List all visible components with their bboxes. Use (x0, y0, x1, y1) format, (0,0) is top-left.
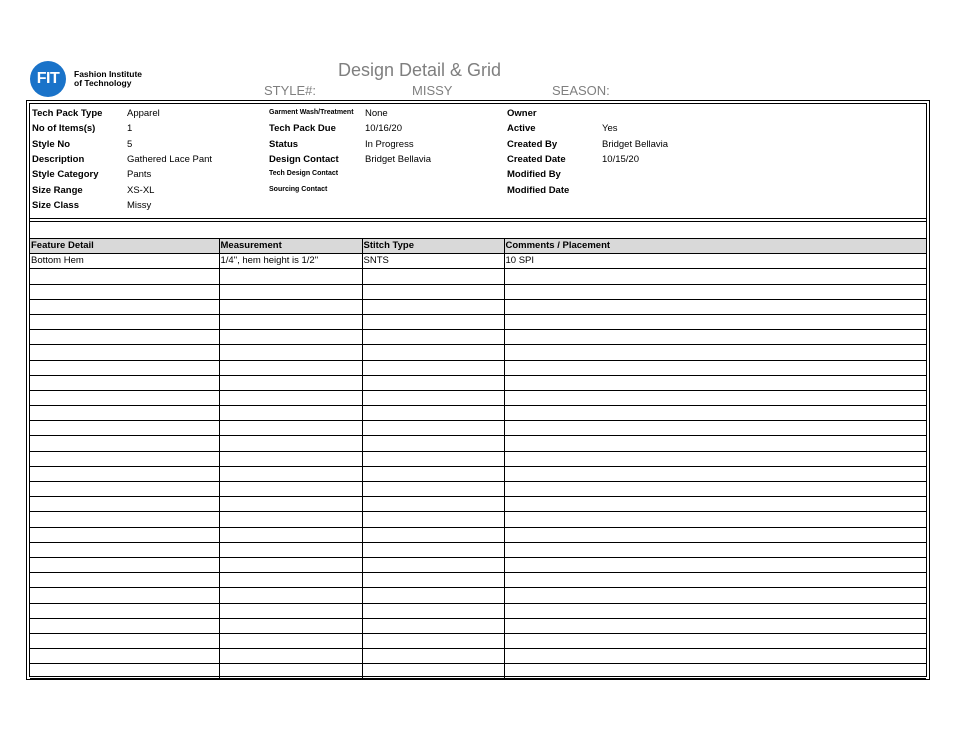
field-label: Created Date (507, 153, 566, 165)
table-cell[interactable] (219, 390, 362, 405)
table-cell[interactable] (30, 588, 219, 603)
table-cell[interactable] (504, 345, 926, 360)
field-value: 1 (127, 123, 133, 135)
table-cell[interactable] (30, 451, 219, 466)
table-cell[interactable] (504, 573, 926, 588)
table-row (30, 573, 926, 588)
table-cell[interactable] (362, 573, 504, 588)
table-cell[interactable] (504, 299, 926, 314)
logo-line-1: Fashion Institute (74, 69, 142, 79)
table-cell[interactable] (219, 314, 362, 329)
table-row (30, 497, 926, 512)
table-row (30, 649, 926, 664)
field-label: Owner (507, 108, 537, 119)
table-cell[interactable] (30, 436, 219, 451)
table-cell[interactable] (30, 360, 219, 375)
table-row (30, 345, 926, 360)
field-label: No of Items(s) (32, 123, 96, 135)
table-cell[interactable] (219, 573, 362, 588)
table-cell[interactable] (219, 421, 362, 436)
table-row (30, 314, 926, 329)
table-cell[interactable] (362, 466, 504, 481)
table-cell[interactable] (30, 573, 219, 588)
field-value: In Progress (365, 138, 414, 150)
field-value: Apparel (127, 108, 160, 119)
table-cell[interactable] (504, 633, 926, 648)
table-cell[interactable] (362, 269, 504, 284)
table-cell[interactable] (30, 557, 219, 572)
field-label: Modified Date (507, 184, 570, 196)
table-row (30, 482, 926, 497)
field-value: Missy (127, 199, 152, 211)
table-cell[interactable]: SNTS (362, 254, 504, 269)
field-label: Tech Pack Due (269, 123, 336, 135)
table-cell[interactable] (504, 588, 926, 603)
table-row (30, 542, 926, 557)
table-cell[interactable] (504, 421, 926, 436)
table-cell[interactable] (219, 436, 362, 451)
field-label: Status (269, 138, 299, 150)
table-cell[interactable] (504, 451, 926, 466)
table-cell[interactable] (219, 588, 362, 603)
table-cell[interactable] (362, 633, 504, 648)
table-row (30, 664, 926, 679)
detail-grid (30, 238, 926, 679)
table-cell[interactable] (504, 649, 926, 664)
table-cell[interactable] (219, 284, 362, 299)
field-value: 5 (127, 138, 133, 150)
table-cell[interactable] (504, 618, 926, 633)
table-cell[interactable] (362, 345, 504, 360)
table-cell[interactable] (362, 451, 504, 466)
table-cell[interactable] (504, 436, 926, 451)
field-label: Modified By (507, 169, 561, 181)
table-cell[interactable] (362, 512, 504, 527)
table-cell[interactable] (30, 542, 219, 557)
table-row (30, 406, 926, 421)
table-row (30, 603, 926, 618)
table-cell[interactable] (504, 269, 926, 284)
table-cell[interactable] (362, 436, 504, 451)
table-cell[interactable] (504, 390, 926, 405)
table-cell[interactable] (30, 299, 219, 314)
table-cell[interactable] (504, 557, 926, 572)
table-cell[interactable] (219, 269, 362, 284)
table-row (30, 633, 926, 648)
table-cell[interactable] (362, 314, 504, 329)
table-row (30, 269, 926, 284)
table-cell[interactable] (30, 497, 219, 512)
table-cell[interactable] (504, 406, 926, 421)
table-cell[interactable] (362, 527, 504, 542)
table-cell[interactable]: Bottom Hem (30, 254, 219, 269)
column-header: Comments / Placement (504, 239, 926, 254)
table-cell[interactable] (219, 664, 362, 679)
table-row (30, 512, 926, 527)
table-cell[interactable] (219, 603, 362, 618)
table-cell[interactable] (219, 299, 362, 314)
table-cell[interactable] (362, 299, 504, 314)
table-cell[interactable] (504, 466, 926, 481)
field-value: Yes (602, 123, 618, 135)
table-cell[interactable] (30, 512, 219, 527)
table-cell[interactable] (219, 375, 362, 390)
field-value: XS-XL (127, 184, 155, 196)
field-label: Size Range (32, 184, 83, 196)
field-label: Style No (32, 138, 71, 150)
table-cell[interactable] (362, 482, 504, 497)
field-label: Created By (507, 138, 558, 150)
table-cell[interactable] (219, 542, 362, 557)
section-divider (30, 221, 926, 222)
table-cell[interactable] (504, 330, 926, 345)
field-label: Size Class (32, 199, 79, 211)
table-cell[interactable] (504, 314, 926, 329)
table-cell[interactable] (504, 603, 926, 618)
table-cell[interactable] (504, 542, 926, 557)
table-cell[interactable] (30, 649, 219, 664)
table-cell[interactable] (219, 618, 362, 633)
table-cell[interactable] (30, 664, 219, 679)
table-cell[interactable] (30, 345, 219, 360)
field-value: Bridget Bellavia (602, 138, 669, 150)
table-row (30, 390, 926, 405)
table-cell[interactable] (30, 633, 219, 648)
field-value: Pants (127, 169, 152, 181)
table-row (30, 299, 926, 314)
table-cell[interactable] (30, 466, 219, 481)
table-cell[interactable] (219, 497, 362, 512)
table-cell[interactable] (30, 314, 219, 329)
table-cell[interactable] (219, 360, 362, 375)
table-cell[interactable] (219, 330, 362, 345)
field-label: Garment Wash/Treatment (269, 109, 354, 116)
table-cell[interactable] (30, 618, 219, 633)
table-cell[interactable] (362, 497, 504, 512)
table-cell[interactable] (362, 542, 504, 557)
field-label: Active (507, 123, 536, 135)
table-cell[interactable] (30, 482, 219, 497)
table-cell[interactable] (219, 633, 362, 648)
table-cell[interactable] (362, 603, 504, 618)
table-cell[interactable] (504, 497, 926, 512)
field-label: Style Category (32, 169, 99, 181)
style-label: STYLE#: (264, 83, 317, 98)
table-cell[interactable] (30, 406, 219, 421)
table-cell[interactable] (219, 527, 362, 542)
table-cell[interactable] (362, 330, 504, 345)
table-cell[interactable] (219, 345, 362, 360)
field-label: Description (32, 153, 85, 165)
table-cell[interactable] (362, 390, 504, 405)
table-cell[interactable] (362, 421, 504, 436)
column-header: Stitch Type (362, 239, 504, 254)
fit-logo-mark: FIT (30, 61, 66, 97)
table-cell[interactable] (504, 284, 926, 299)
table-row (30, 284, 926, 299)
table-cell[interactable] (30, 390, 219, 405)
field-value: Gathered Lace Pant (127, 153, 213, 165)
table-cell[interactable] (362, 360, 504, 375)
table-cell[interactable] (30, 527, 219, 542)
table-row (30, 466, 926, 481)
column-header: Measurement (219, 239, 362, 254)
season-label: SEASON: (552, 83, 610, 98)
table-cell[interactable] (362, 618, 504, 633)
table-cell[interactable] (30, 375, 219, 390)
table-cell[interactable] (504, 482, 926, 497)
tech-pack-info (30, 104, 926, 219)
table-cell[interactable] (362, 649, 504, 664)
table-cell[interactable] (219, 451, 362, 466)
table-cell[interactable] (362, 557, 504, 572)
table-cell[interactable] (30, 269, 219, 284)
table-row (30, 375, 926, 390)
table-cell[interactable] (504, 527, 926, 542)
table-cell[interactable] (219, 649, 362, 664)
field-value: Bridget Bellavia (365, 153, 432, 165)
title-text: Design Detail & Grid (338, 60, 502, 80)
table-row (30, 588, 926, 603)
table-cell[interactable] (219, 406, 362, 421)
table-cell[interactable] (362, 406, 504, 421)
fit-logo (30, 61, 170, 97)
table-cell[interactable] (219, 557, 362, 572)
table-cell[interactable] (504, 360, 926, 375)
table-cell[interactable] (219, 482, 362, 497)
table-row (30, 436, 926, 451)
table-cell[interactable] (362, 375, 504, 390)
table-row (30, 330, 926, 345)
logo-line-2: of Technology (74, 78, 132, 88)
table-cell[interactable] (504, 375, 926, 390)
table-row (30, 360, 926, 375)
table-cell[interactable] (504, 664, 926, 679)
field-value: 10/15/20 (602, 153, 639, 165)
table-row (30, 254, 926, 269)
field-label: Sourcing Contact (269, 185, 328, 193)
table-row (30, 451, 926, 466)
table-cell[interactable] (30, 330, 219, 345)
table-row (30, 527, 926, 542)
tech-pack-frame (26, 100, 930, 680)
table-cell[interactable] (362, 664, 504, 679)
table-cell[interactable]: 10 SPI (504, 254, 926, 269)
table-cell[interactable] (219, 466, 362, 481)
field-label: Tech Pack Type (32, 108, 103, 119)
tech-pack-inner (29, 103, 927, 677)
table-cell[interactable] (362, 284, 504, 299)
field-label: Tech Design Contact (269, 170, 339, 178)
fit-logo-text (74, 70, 142, 88)
field-value: None (365, 108, 388, 119)
table-cell[interactable] (30, 421, 219, 436)
field-value: 10/16/20 (365, 123, 402, 135)
table-cell[interactable] (362, 588, 504, 603)
table-row (30, 421, 926, 436)
size-class-header: MISSY (412, 83, 453, 98)
table-row (30, 557, 926, 572)
table-cell[interactable] (219, 512, 362, 527)
table-cell[interactable] (30, 603, 219, 618)
table-cell[interactable]: 1/4", hem height is 1/2" (219, 254, 362, 269)
table-cell[interactable] (30, 284, 219, 299)
table-cell[interactable] (504, 512, 926, 527)
table-row (30, 618, 926, 633)
column-header: Feature Detail (30, 239, 219, 254)
field-label: Design Contact (269, 153, 339, 165)
